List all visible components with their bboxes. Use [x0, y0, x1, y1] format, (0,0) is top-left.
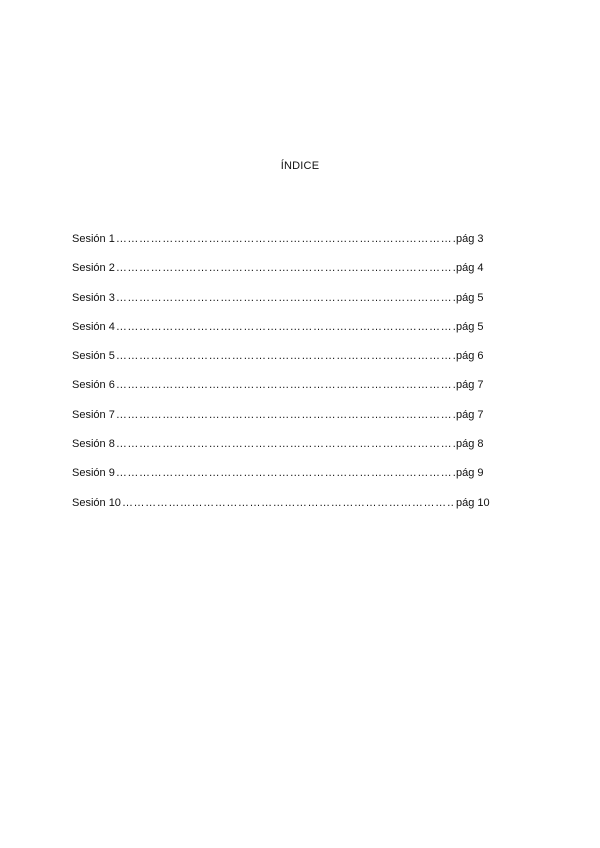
toc-entry[interactable] [72, 409, 492, 438]
toc-entry-label: Sesión 8 [72, 438, 115, 451]
toc-entry[interactable] [72, 233, 492, 262]
toc-entry-label: Sesión 4 [72, 320, 115, 333]
toc-entry[interactable] [72, 438, 492, 467]
index-title: ÍNDICE [280, 160, 320, 172]
dot-leader [116, 233, 455, 245]
toc-entry-page: pág 7 [456, 379, 484, 392]
toc-entry-page: pág 4 [456, 262, 484, 275]
toc-entry[interactable] [72, 379, 492, 408]
toc-entry-page: pág 6 [456, 350, 484, 363]
table-of-contents [72, 233, 492, 526]
dot-leader [116, 467, 455, 479]
toc-entry[interactable] [72, 321, 492, 350]
dot-leader [116, 379, 455, 391]
toc-entry-label: Sesión 10 [72, 496, 121, 509]
toc-entry-page: pág 8 [456, 438, 484, 451]
toc-entry-label: Sesión 7 [72, 408, 115, 421]
dot-leader [116, 262, 455, 274]
toc-entry-label: Sesión 9 [72, 467, 115, 480]
toc-entry-label: Sesión 2 [72, 262, 115, 275]
toc-entry-label: Sesión 6 [72, 379, 115, 392]
toc-entry[interactable] [72, 262, 492, 291]
dot-leader [116, 292, 455, 304]
toc-entry-page: pág 5 [456, 291, 484, 304]
toc-entry[interactable] [72, 467, 492, 496]
toc-entry-page: pág 5 [456, 320, 484, 333]
toc-entry-page: pág 3 [456, 233, 484, 245]
toc-entry[interactable] [72, 350, 492, 379]
dot-leader [116, 321, 455, 333]
toc-entry-page: pág 10 [456, 496, 490, 509]
dot-leader [116, 409, 455, 421]
toc-entry-label: Sesión 1 [72, 233, 115, 245]
dot-leader [122, 497, 455, 509]
toc-entry-label: Sesión 5 [72, 350, 115, 363]
toc-entry-page: pág 7 [456, 408, 484, 421]
toc-entry[interactable] [72, 497, 492, 526]
dot-leader [116, 438, 455, 450]
dot-leader [116, 350, 455, 362]
toc-entry-page: pág 9 [456, 467, 484, 480]
toc-entry-label: Sesión 3 [72, 291, 115, 304]
toc-entry[interactable] [72, 292, 492, 321]
